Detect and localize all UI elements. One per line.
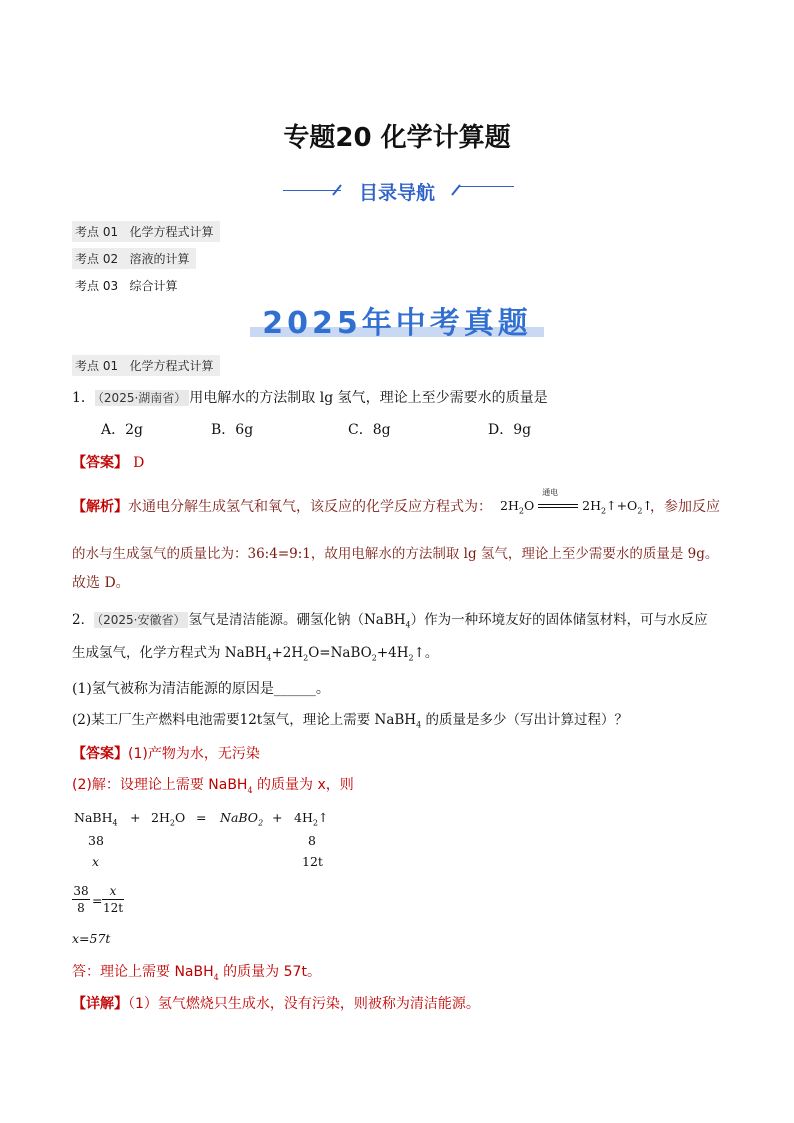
section-tag-code: 考点 01 (75, 359, 119, 373)
analysis-label: 【解析】 (72, 499, 128, 515)
fraction-left (72, 884, 90, 915)
question-2-stem-line-1: 2． （2025·安徽省） 氢气是清洁能源。硼氢化钠（NaBH$_4$）作为一种环境友好的固体储氢材料，可与水反应 (72, 612, 708, 630)
question-2-stem-line-2: 生成氢气，化学方程式为 $NaBH_4+2H_2O=NaBO_2+4H_2↑$。 (72, 645, 439, 663)
conclusion: 答：理论上需要 NaBH$_4$ 的质量为 57t。 (72, 964, 321, 983)
toc-tag: 考点 01 (75, 225, 119, 239)
question-source: （2025·安徽省） (94, 612, 188, 628)
eq-unknown: x (92, 854, 100, 869)
eq-term-text: O (174, 810, 186, 825)
nav-line-right (458, 186, 514, 187)
page-title: 专题20 化学计算题 (283, 123, 511, 153)
option-letter: A． (101, 422, 126, 438)
analysis-1-line-2: 的水与生成氢气的质量比为：36:4=9:1，故用电解水的方法制取 lg 氢气，理论上至少需要水的质量是 9g。 (72, 546, 719, 562)
question-text: +4H (376, 645, 409, 661)
fraction-equals: = (92, 893, 103, 908)
eq-term-text: NaBH (74, 810, 113, 825)
option-letter: D． (488, 422, 514, 438)
option-letter: B． (211, 422, 236, 438)
detail-text: （1）氢气燃烧只生成水，没有污染，则被称为清洁能源。 (128, 996, 480, 1012)
option-b[interactable] (211, 421, 253, 439)
reaction-condition: 通电 (542, 487, 559, 497)
question-source: （2025·湖南省） (95, 390, 189, 406)
eq-term-text: 2H (151, 810, 170, 825)
question-text: ↑。 (413, 645, 439, 661)
exam-banner: 2025年中考真题 (262, 306, 532, 341)
fraction-denominator: 12t (102, 901, 124, 915)
option-d[interactable] (488, 421, 531, 439)
detail (72, 993, 480, 1013)
eq-plus: + (130, 810, 141, 825)
question-text: ）作为一种环境友好的固体储氢材料，可与水反应 (410, 612, 708, 628)
answer-text: 的质量为 x，则 (252, 777, 354, 793)
question-2-part-2: (2)某工厂生产燃料电池需要12t氢气，理论上需要 NaBH$_4$ 的质量是多少（写出计算过程）？ (72, 712, 628, 730)
toc-item[interactable] (72, 221, 220, 242)
question-2-part-1: (1)氢气被称为清洁能源的原因是______。 (72, 681, 330, 697)
question-text: +2H (271, 645, 304, 661)
condition-over-arrow (538, 487, 578, 514)
electrolysis-equation: $2H_2O$ 通电 $2H_2↑+O_2↑$ (500, 487, 653, 516)
toc-tag: 考点 03 (75, 279, 119, 293)
toc-item[interactable] (72, 275, 181, 296)
toc-label: 溶液的计算 (129, 252, 190, 266)
question-1-stem (72, 389, 548, 407)
option-value: 9g (513, 422, 532, 438)
question-text: 生成氢气，化学方程式为 NaBH (72, 645, 267, 661)
toc-label: 化学方程式计算 (129, 225, 214, 239)
question-text: (2)某工厂生产燃料电池需要12t氢气，理论上需要 NaBH (72, 712, 417, 728)
fraction-numerator: 38 (73, 884, 89, 898)
eq-plus: + (272, 810, 283, 825)
analysis-1-line-1 (72, 498, 492, 516)
toc-tag: 考点 02 (75, 252, 119, 266)
eq-term-water: $2H_2O$ (151, 810, 186, 828)
option-letter: C． (348, 422, 373, 438)
analysis-1-line-3: 故选 D。 (72, 575, 130, 591)
question-text: 的质量是多少（写出计算过程）？ (421, 712, 628, 728)
answer-value: (1)产物为水，无污染 (128, 746, 260, 762)
eq-term-nabh4: NaBH$_4$ (74, 810, 118, 828)
toc-item[interactable] (72, 248, 196, 269)
eq-term-hydrogen: $4H_2↑$ (294, 810, 329, 828)
analysis-text-tail: ，参加反应 (650, 499, 720, 515)
section-tag-label: 化学方程式计算 (129, 359, 214, 373)
eq-term-text: 4H (294, 810, 313, 825)
question-text: 氢气是清洁能源。硼氢化钠（NaBH (188, 612, 406, 628)
detail-label: 【详解】 (72, 996, 128, 1012)
option-value: 8g (372, 422, 391, 438)
option-value: 6g (235, 422, 254, 438)
toc-label: 综合计算 (129, 279, 178, 293)
eq-sign: = (196, 810, 207, 825)
question-number: 1． (72, 390, 95, 406)
answer-2-setup: (2)解：设理论上需要 NaBH$_4$ 的质量为 x，则 (72, 777, 354, 796)
eq-term-nabo2: NaBO$_2$ (220, 810, 264, 828)
eq-term-text: NaBO (220, 810, 259, 825)
answer-2 (72, 743, 260, 763)
answer-text: (2)解：设理论上需要 NaBH (72, 777, 248, 793)
conclusion-text: 答：理论上需要 NaBH (72, 964, 214, 980)
answer-label: 【答案】 (72, 746, 128, 762)
fraction-numerator: x (109, 884, 117, 898)
nav-heading (0, 176, 794, 206)
result-value: x=57t (72, 931, 111, 946)
eq-molar-mass: 38 (88, 833, 104, 848)
option-c[interactable] (348, 421, 391, 439)
conclusion-text: 的质量为 57t。 (218, 964, 321, 980)
question-number: 2． (72, 612, 95, 628)
eq-known: 12t (302, 854, 323, 869)
question-text: O=NaBO (308, 645, 372, 661)
section-tag (72, 355, 220, 376)
option-value: 2g (125, 422, 143, 438)
fraction-denominator: 8 (77, 901, 85, 915)
fraction-right (102, 884, 124, 915)
analysis-text: 水通电分解生成氢气和氧气，该反应的化学反应方程式为： (128, 499, 492, 515)
answer-label: 【答案】 (72, 455, 128, 471)
answer-value: D (133, 455, 145, 471)
eq-molar-mass: 8 (308, 833, 316, 848)
answer-1 (72, 452, 144, 472)
eq-term-text: ↑ (317, 810, 329, 825)
nav-title: 目录导航 (358, 182, 435, 204)
option-a[interactable] (101, 421, 143, 439)
question-text: 用电解水的方法制取 lg 氢气，理论上至少需要水的质量是 (189, 390, 548, 406)
